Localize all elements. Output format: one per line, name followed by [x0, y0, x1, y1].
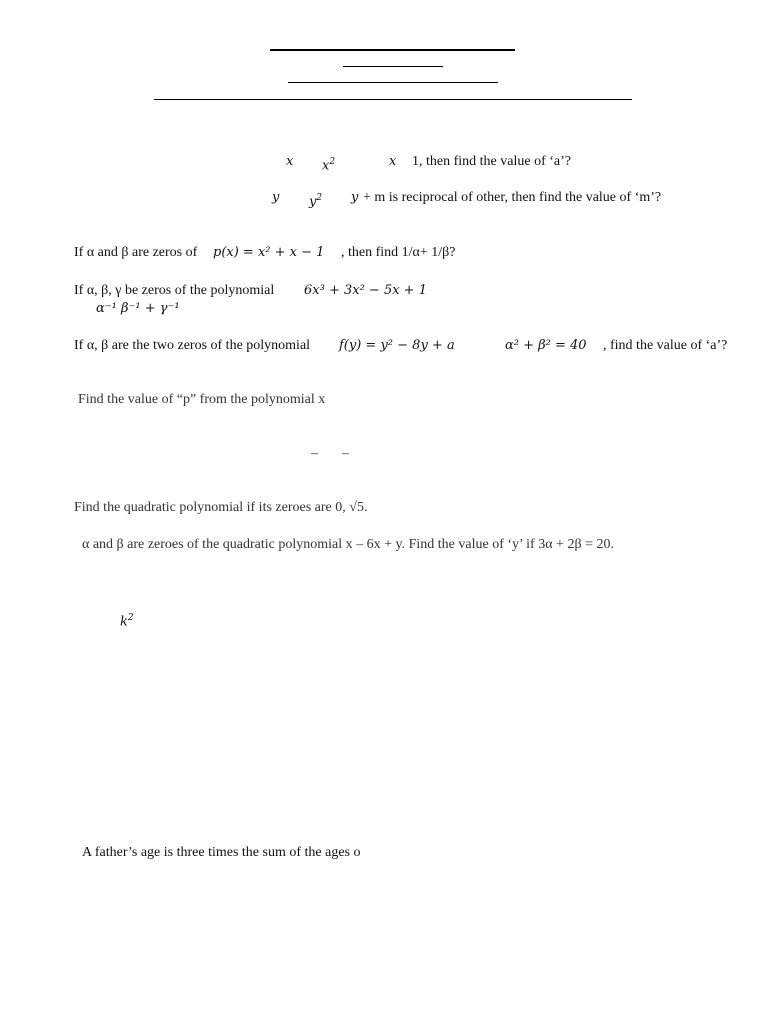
q1-text: 1, then find the value of ‘a’? [412, 154, 571, 169]
q5-lead: If α, β are the two zeros of the polynomial [74, 338, 311, 353]
q2-y1: y [272, 190, 280, 205]
q5-expression-2: α² + β² = 40 [505, 338, 587, 353]
header-rule-2 [343, 66, 443, 67]
q4-expression-2: α⁻¹ β⁻¹ + γ⁻¹ [96, 301, 180, 316]
q6-dash-1: – [311, 446, 318, 461]
header-rule-3 [288, 82, 498, 83]
q1-x3: x [389, 154, 397, 169]
q1-x2: $x^2$ [322, 157, 336, 174]
header-rule-1 [270, 49, 515, 51]
q4-lead: If α, β, γ be zeros of the polynomial [74, 283, 275, 298]
q7-text: Find the quadratic polynomial if its zeroes are 0, √5. [74, 500, 368, 515]
q6-text: Find the value of “p” from the polynomial x [78, 392, 326, 407]
q3-expression: p(x) = x² + x − 1 [213, 245, 325, 260]
q2-y3: y [351, 190, 359, 205]
q1-x1: x [286, 154, 294, 169]
q5-expression: f(y) = y² − 8y + a [339, 338, 455, 353]
q6-dash-2: – [342, 446, 349, 461]
q4-expression: 6x³ + 3x² − 5x + 1 [304, 283, 427, 298]
q3-lead: If α and β are zeros of [74, 245, 198, 260]
q8-text: α and β are zeroes of the quadratic polynomial x – 6x + y. Find the value of ‘y’ if 3α + 2β = 20. [82, 537, 614, 552]
q3-tail: , then find 1/α+ 1/β? [341, 245, 456, 260]
q9-k-squared: $k^2$ [120, 613, 134, 630]
q2-y2: $y^2$ [309, 193, 323, 210]
q10-text: A father’s age is three times the sum of the ages o [82, 845, 361, 860]
header-rule-4 [154, 99, 632, 100]
q2-text: + m is reciprocal of other, then find the value of ‘m’? [363, 190, 662, 205]
q5-tail: , find the value of ‘a’? [603, 338, 728, 353]
